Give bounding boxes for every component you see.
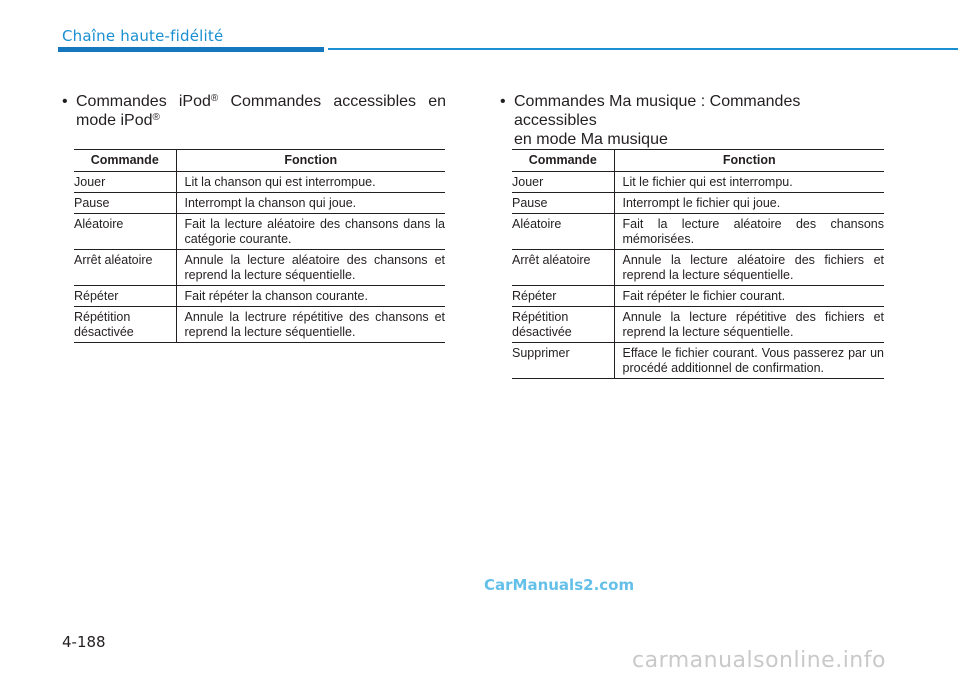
table-row: [74, 172, 445, 193]
command-cell: Répéter: [512, 286, 614, 307]
left-column: [62, 92, 446, 130]
heading-text: Commandes accessibles en: [218, 93, 446, 110]
table-row: [512, 214, 884, 250]
function-cell: Interrompt le fichier qui joue.: [614, 193, 884, 214]
command-cell: Répéter: [74, 286, 176, 307]
footer-watermark: carmanualsonline.info: [632, 648, 886, 673]
bullet-dot: •: [500, 93, 506, 110]
command-cell: Répétition désactivée: [512, 307, 614, 343]
my-music-commands-table: [512, 149, 884, 379]
command-cell: Arrêt aléatoire: [74, 250, 176, 286]
function-cell: Annule la lecture répétitive des fichiers et reprend la lecture séquentielle.: [614, 307, 884, 343]
function-cell: Lit le fichier qui est interrompu.: [614, 172, 884, 193]
column-header-commande: Commande: [512, 150, 614, 172]
command-cell: Répétition désactivée: [74, 307, 176, 343]
command-cell: Jouer: [74, 172, 176, 193]
table-header-row: [512, 150, 884, 172]
command-cell: Pause: [512, 193, 614, 214]
function-cell: Fait la lecture aléatoire des chansons mémorisées.: [614, 214, 884, 250]
registered-mark: ®: [152, 112, 160, 123]
command-cell: Jouer: [512, 172, 614, 193]
function-cell: Efface le fichier courant. Vous passerez par un procédé additionnel de confirmation.: [614, 343, 884, 379]
function-cell: Annule la lecture aléatoire des fichiers et reprend la lecture séquentielle.: [614, 250, 884, 286]
header-bar-thin: [328, 48, 958, 50]
ipod-heading: [62, 92, 446, 130]
command-cell: Supprimer: [512, 343, 614, 379]
heading-text: Commandes iPod: [76, 93, 211, 110]
table-row: [512, 307, 884, 343]
watermark-link[interactable]: CarManuals2.com: [484, 576, 635, 594]
command-cell: Arrêt aléatoire: [512, 250, 614, 286]
column-header-fonction: Fonction: [614, 150, 884, 172]
function-cell: Lit la chanson qui est interrompue.: [176, 172, 445, 193]
table-row: [74, 250, 445, 286]
function-cell: Fait la lecture aléatoire des chansons dans la catégorie courante.: [176, 214, 445, 250]
table-row: [512, 193, 884, 214]
column-header-commande: Commande: [74, 150, 176, 172]
right-column: [500, 92, 884, 149]
table-row: [74, 214, 445, 250]
my-music-heading: [500, 92, 884, 149]
function-cell: Interrompt la chanson qui joue.: [176, 193, 445, 214]
command-cell: Aléatoire: [512, 214, 614, 250]
header-bar-thick: [58, 47, 324, 52]
my-music-heading-line1: Commandes Ma musique : Commandes accessibles: [514, 93, 801, 129]
table-row: [512, 286, 884, 307]
command-cell: Pause: [74, 193, 176, 214]
page-number: 4-188: [62, 633, 106, 651]
heading-text: mode iPod: [76, 112, 153, 129]
function-cell: Fait répéter le fichier courant.: [614, 286, 884, 307]
command-cell: Aléatoire: [74, 214, 176, 250]
ipod-heading-line1: [76, 93, 446, 110]
bullet-dot: •: [62, 93, 68, 110]
column-header-fonction: Fonction: [176, 150, 445, 172]
function-cell: Fait répéter la chanson courante.: [176, 286, 445, 307]
table-row: [512, 250, 884, 286]
table-row: [512, 343, 884, 379]
table-row: [512, 172, 884, 193]
table-row: [74, 193, 445, 214]
my-music-heading-line2: en mode Ma musique: [514, 131, 668, 148]
table-row: [74, 286, 445, 307]
function-cell: Annule la lectrure répétitive des chansons et reprend la lecture séquentielle.: [176, 307, 445, 343]
section-title: Chaîne haute-fidélité: [62, 27, 224, 45]
table-header-row: [74, 150, 445, 172]
table-row: [74, 307, 445, 343]
registered-mark: ®: [210, 93, 219, 104]
ipod-heading-line2: [76, 111, 446, 130]
function-cell: Annule la lecture aléatoire des chansons et reprend la lecture séquentielle.: [176, 250, 445, 286]
ipod-commands-table: [74, 149, 445, 343]
